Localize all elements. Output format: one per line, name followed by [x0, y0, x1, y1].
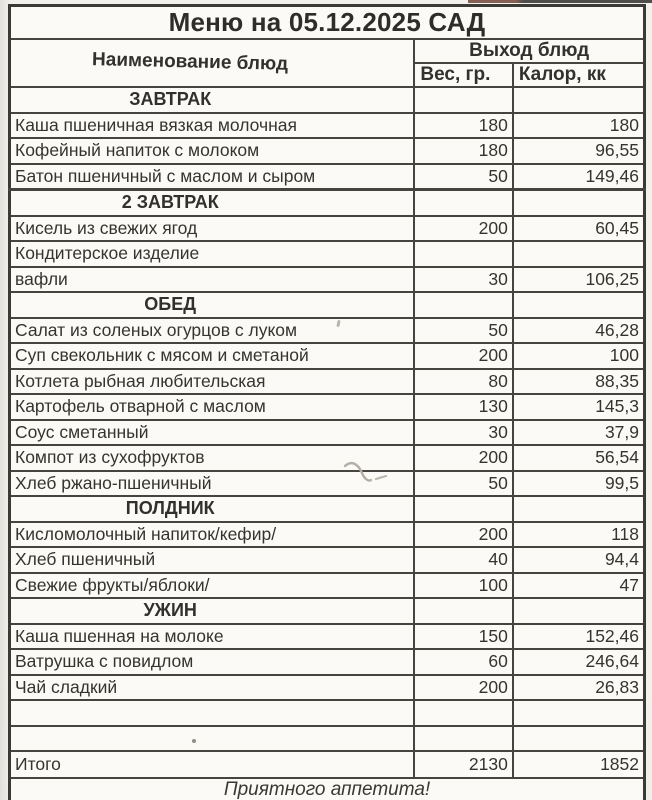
weight-cell: 180	[414, 113, 512, 139]
weight-cell: 60	[414, 649, 512, 675]
calories-cell	[513, 700, 645, 726]
table-row	[10, 420, 645, 446]
weight-cell	[414, 726, 512, 752]
calories-cell: 88,35	[513, 369, 645, 395]
table-row	[10, 700, 645, 726]
pen-mark-artifact	[342, 459, 392, 487]
calories-cell	[513, 87, 645, 113]
calories-cell	[513, 292, 645, 318]
table-row	[10, 216, 645, 242]
calories-cell: 149,46	[513, 164, 645, 190]
table-row	[10, 726, 645, 752]
table-row	[10, 445, 645, 471]
dish-name-cell: Каша пшеничная вязкая молочная	[10, 113, 415, 139]
dish-name-cell: Кисель из свежих ягод	[10, 216, 415, 242]
table-row	[10, 394, 645, 420]
dish-name-cell: Кисломолочный напиток/кефир/	[10, 522, 415, 548]
weight-cell: 30	[414, 420, 512, 446]
calories-cell: 94,4	[513, 547, 645, 573]
dish-name-cell: Соус сметанный	[10, 420, 415, 446]
scan-edge-artifact-top	[468, 0, 652, 3]
dish-name-cell: вафли	[10, 267, 415, 293]
table-row	[10, 267, 645, 293]
dish-name-cell: УЖИН	[10, 598, 415, 624]
scan-edge-artifact-bottom	[7, 791, 644, 800]
weight-cell	[414, 241, 512, 267]
dish-name-cell: Котлета рыбная любительская	[10, 369, 415, 395]
dish-name-cell: Суп свекольник с мясом и сметаной	[10, 343, 415, 369]
calories-cell: 37,9	[513, 420, 645, 446]
weight-cell: 200	[414, 216, 512, 242]
table-row	[10, 138, 645, 164]
table-row	[10, 369, 645, 395]
page-title: Меню на 05.12.2025 САД	[10, 6, 645, 40]
weight-cell	[414, 190, 512, 216]
calories-cell: 180	[513, 113, 645, 139]
weight-cell	[414, 496, 512, 522]
weight-cell	[414, 87, 512, 113]
weight-cell: 40	[414, 547, 512, 573]
dish-name-cell	[10, 726, 415, 752]
weight-cell	[414, 598, 512, 624]
calories-cell: 100	[513, 343, 645, 369]
weight-cell: 100	[414, 573, 512, 599]
calories-cell: 246,64	[513, 649, 645, 675]
column-header-calories: Калор, кк	[513, 63, 645, 87]
table-row	[10, 87, 645, 113]
table-row	[10, 496, 645, 522]
column-header-dish-name-label: Наименование блюд	[91, 49, 289, 75]
weight-cell: 200	[414, 343, 512, 369]
calories-cell: 56,54	[513, 445, 645, 471]
table-row	[10, 624, 645, 650]
dish-name-cell: 2 ЗАВТРАК	[10, 190, 415, 216]
table-row	[10, 241, 645, 267]
dish-name-cell: Чай сладкий	[10, 675, 415, 701]
weight-cell: 150	[414, 624, 512, 650]
dish-name-cell: ЗАВТРАК	[10, 87, 415, 113]
weight-cell: 2130	[414, 751, 512, 778]
calories-cell	[513, 496, 645, 522]
calories-cell	[513, 241, 645, 267]
header-row-1	[10, 39, 645, 63]
dish-name-cell: Хлеб пшеничный	[10, 547, 415, 573]
weight-cell	[414, 292, 512, 318]
calories-cell: 60,45	[513, 216, 645, 242]
table-row	[10, 318, 645, 344]
dish-name-cell: Свежие фрукты/яблоки/	[10, 573, 415, 599]
calories-cell	[513, 726, 645, 752]
dish-name-cell: Хлеб ржано-пшеничный	[10, 471, 415, 497]
table-row	[10, 573, 645, 599]
calories-cell: 46,28	[513, 318, 645, 344]
table-row	[10, 598, 645, 624]
table-row	[10, 675, 645, 701]
calories-cell: 96,55	[513, 138, 645, 164]
calories-cell: 145,3	[513, 394, 645, 420]
weight-cell: 30	[414, 267, 512, 293]
weight-cell: 50	[414, 471, 512, 497]
dish-name-cell: ОБЕД	[10, 292, 415, 318]
dish-name-cell: Салат из соленых огурцов с луком	[10, 318, 415, 344]
calories-cell: 1852	[513, 751, 645, 778]
menu-table	[8, 4, 646, 800]
dish-name-cell: Картофель отварной с маслом	[10, 394, 415, 420]
calories-cell: 99,5	[513, 471, 645, 497]
weight-cell: 200	[414, 445, 512, 471]
table-row	[10, 113, 645, 139]
table-row	[10, 343, 645, 369]
calories-cell: 106,25	[513, 267, 645, 293]
weight-cell: 180	[414, 138, 512, 164]
dish-name-cell: ПОЛДНИК	[10, 496, 415, 522]
column-header-weight: Вес, гр.	[414, 63, 512, 87]
calories-cell: 47	[513, 573, 645, 599]
dish-name-cell: Каша пшенная на молоке	[10, 624, 415, 650]
dish-name-cell	[10, 700, 415, 726]
weight-cell: 50	[414, 318, 512, 344]
column-header-output-group: Выход блюд	[414, 39, 644, 63]
table-row	[10, 522, 645, 548]
dish-name-cell: Итого	[10, 751, 415, 778]
weight-cell: 80	[414, 369, 512, 395]
dish-name-cell: Кофейный напиток с молоком	[10, 138, 415, 164]
column-header-dish-name	[10, 39, 415, 87]
table-row	[10, 471, 645, 497]
dish-name-cell: Компот из сухофруктов	[10, 445, 415, 471]
calories-cell: 152,46	[513, 624, 645, 650]
calories-cell	[513, 598, 645, 624]
dish-name-cell: Кондитерское изделие	[10, 241, 415, 267]
menu-table-header	[10, 6, 645, 88]
table-row	[10, 190, 645, 216]
table-row	[10, 751, 645, 778]
weight-cell	[414, 700, 512, 726]
bon-appetit-note: Приятного аппетита!	[10, 778, 645, 800]
dot-artifact	[192, 739, 196, 743]
menu-rows	[10, 87, 645, 778]
weight-cell: 130	[414, 394, 512, 420]
table-row	[10, 164, 645, 190]
calories-cell: 118	[513, 522, 645, 548]
dish-name-cell: Батон пшеничный с маслом и сыром	[10, 164, 415, 190]
weight-cell: 50	[414, 164, 512, 190]
table-row	[10, 292, 645, 318]
dish-name-cell: Ватрушка с повидлом	[10, 649, 415, 675]
weight-cell: 200	[414, 522, 512, 548]
weight-cell: 200	[414, 675, 512, 701]
calories-cell	[513, 190, 645, 216]
calories-cell: 26,83	[513, 675, 645, 701]
table-row	[10, 649, 645, 675]
title-row	[10, 6, 645, 40]
table-row	[10, 547, 645, 573]
